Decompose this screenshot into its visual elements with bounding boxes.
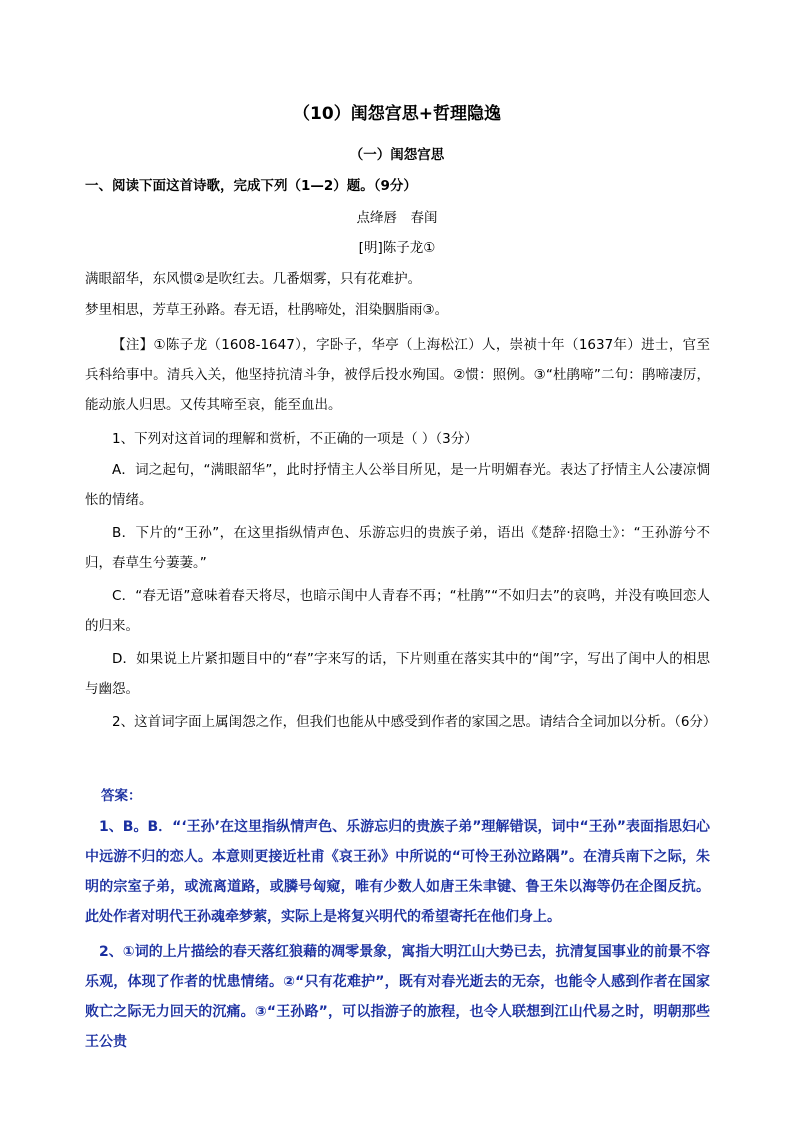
option-c: C．“春无语”意味着春天将尽，也暗示闺中人青春不再；“杜鹃”“不如归去”的哀鸣，并没有唤回恋人的归来。	[85, 588, 710, 634]
option-b: B．下片的“王孙”，在这里指纵情声色、乐游忘归的贵族子弟，语出《楚辞·招隐士》：“王孙游兮不归，春草生兮萋萋。”	[85, 525, 710, 571]
option-d: D．如果说上片紧扣题目中的“春”字来写的话，下片则重在落实其中的“闺”字，写出了闺中人的相思与幽怨。	[85, 651, 710, 697]
poem-line: 梦里相思，芳草王孙路。春无语，杜鹃啼处，泪染胭脂雨③。	[85, 302, 449, 318]
answer-1: 1、B。B．“‘王孙’在这里指纵情声色、乐游忘归的贵族子弟”理解错误，词中“王孙”表面指思妇心中远游不归的恋人。本意则更接近杜甫《哀王孙》中所说的“可怜王孙泣路隅”。在清兵南下之际，朱明的宗室子弟，或流离道路，或膦号匈窥，唯有少数人如唐王朱聿键、鲁王朱以海等仍在企图反抗。此处作者对明代王孙魂牵梦萦，实际上是将复兴明代的希望寄托在他们身上。	[85, 819, 710, 925]
page-title: （10）闺怨宫思+哲理隐逸	[293, 104, 501, 124]
question-2: 2、这首词字面上属闺怨之作，但我们也能从中感受到作者的家国之思。请结合全词加以分析。（6分）	[112, 714, 717, 730]
answer-2: 2、①词的上片描绘的春天落红狼藉的凋零景象，寓指大明江山大势已去，抗清复国事业的前景不容乐观，体现了作者的忧患情绪。②“只有花难护”，既有对春光逝去的无奈，也能令人感到作者在国家败亡之际无力回天的沉痛。③“王孙路”，可以指游子的旅程，也令人联想到江山代易之时，明朝那些王公贵	[85, 944, 710, 1050]
poem-title: 点绛唇 春闺	[356, 210, 438, 226]
poem-author: [明]陈子龙①	[358, 240, 436, 256]
answer-label: 答案：	[101, 788, 142, 804]
annotation-note: 【注】①陈子龙（1608-1647），字卧子，华亭（上海松江）人，崇祯十年（1637年）进士，官至兵科给事中。清兵入关，他坚持抗清斗争，被俘后投水殉国。②惯：照例。③“杜鹃啼”二句：鹃啼凄厉，能动旅人归思。又传其啼至哀，能至血出。	[85, 337, 710, 413]
option-a: A．词之起句，“满眼韶华”，此时抒情主人公举目所见，是一片明媚春光。表达了抒情主人公凄凉惆怅的情绪。	[85, 462, 710, 508]
question-header: 一、阅读下面这首诗歌，完成下列（1—2）题。（9分）	[85, 178, 417, 194]
section-subtitle: （一）闺怨宫思	[349, 147, 445, 163]
poem-line: 满眼韶华，东风惯②是吹红去。几番烟雾，只有花难护。	[85, 271, 422, 287]
question-1-stem: 1、下列对这首词的理解和赏析，不正确的一项是（ ）（3分）	[112, 431, 478, 447]
